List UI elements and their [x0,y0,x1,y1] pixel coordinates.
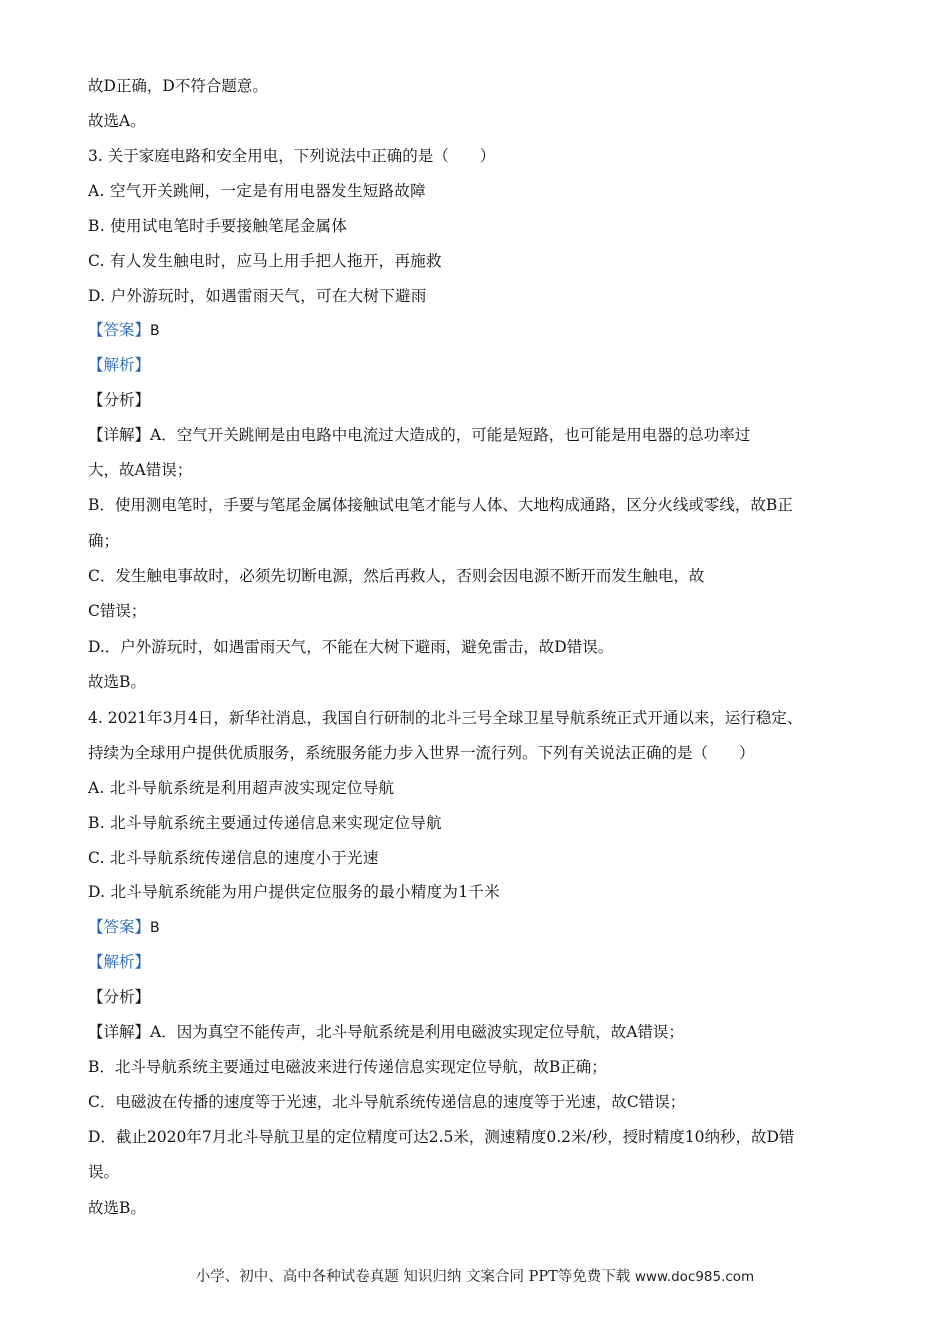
question-4-option-c: C. 北斗导航系统传递信息的速度小于光速 [88,849,379,867]
question-4-option-a: A. 北斗导航系统是利用超声波实现定位导航 [88,779,395,797]
answer-tag: 【答案】 [88,918,151,936]
text-line: D.．户外游玩时，如遇雷雨天气，不能在大树下避雨，避免雷击，故D错误。 [88,638,614,656]
page-footer [0,1267,950,1287]
answer-tag: 【答案】 [88,321,151,339]
text-line: 误。 [88,1163,120,1181]
analysis-tag: 【解析】 [88,953,151,971]
text-line: D．截止2020年7月北斗导航卫星的定位精度可达2.5米，测速精度0.2米/秒，授时精度10纳秒，故D错 [88,1128,795,1146]
question-3-option-d: D. 户外游玩时，如遇雷雨天气，可在大树下避雨 [88,287,427,305]
analysis-tag: 【解析】 [88,356,151,374]
fenxi-heading: 【分析】 [88,988,151,1006]
question-4-option-b: B. 北斗导航系统主要通过传递信息来实现定位导航 [88,814,442,832]
text-line: B．使用测电笔时，手要与笔尾金属体接触试电笔才能与人体、大地构成通路，区分火线或零线，故B正 [88,496,793,514]
footer-site-link[interactable]: www.doc985.com [634,1269,755,1285]
text-line: 确； [88,532,120,550]
fenxi-heading: 【分析】 [88,391,151,409]
answer-line [88,320,160,341]
text-line: 大，故A错误； [88,461,193,479]
text-line: C错误； [88,602,147,620]
question-3-option-b: B. 使用试电笔时手要接触笔尾金属体 [88,217,348,235]
question-4-stem-cont: 持续为全球用户提供优质服务，系统服务能力步入世界一流行列。下列有关说法正确的是（ ） [88,744,755,762]
text-line: 【详解】A．因为真空不能传声，北斗导航系统是利用电磁波实现定位导航，故A错误； [88,1023,684,1041]
footer-text: 小学、初中、高中各种试卷真题 知识归纳 文案合同 PPT等免费下载 [195,1269,631,1285]
text-line: C．发生触电事故时，必须先切断电源，然后再救人，否则会因电源不断开而发生触电，故 [88,567,705,585]
text-line: 故D正确，D不符合题意。 [88,77,268,95]
question-3-option-c: C. 有人发生触电时，应马上用手把人拖开，再施救 [88,252,442,270]
text-line: 【详解】A．空气开关跳闸是由电路中电流过大造成的，可能是短路，也可能是用电器的总功率过 [88,426,751,444]
text-line: 故选A。 [88,112,146,130]
answer-line [88,917,160,938]
text-line: 故选B。 [88,673,146,691]
text-line: C．电磁波在传播的速度等于光速，北斗导航系统传递信息的速度等于光速，故C错误； [88,1093,686,1111]
question-3-option-a: A. 空气开关跳闸，一定是有用电器发生短路故障 [88,182,426,200]
question-3-stem: 3. 关于家庭电路和安全用电，下列说法中正确的是（ ） [88,147,496,165]
answer-value: B [150,323,160,339]
text-line: 故选B。 [88,1199,146,1217]
text-line: B．北斗导航系统主要通过电磁波来进行传递信息实现定位导航，故B正确； [88,1058,607,1076]
question-4-option-d: D. 北斗导航系统能为用户提供定位服务的最小精度为1千米 [88,883,500,901]
question-4-stem: 4. 2021年3月4日，新华社消息，我国自行研制的北斗三号全球卫星导航系统正式开通以来，运行稳定、 [88,709,803,727]
answer-value: B [150,920,160,936]
